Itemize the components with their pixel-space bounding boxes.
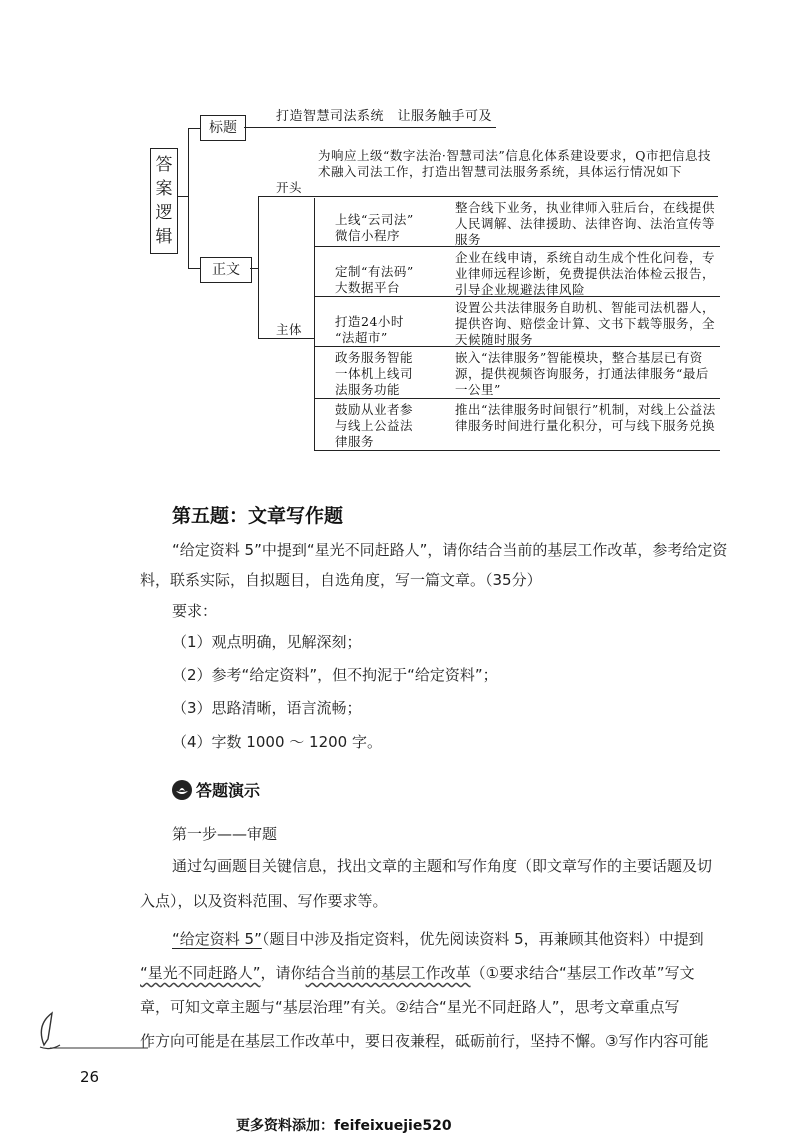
item-desc: 设置公共法律服务自助机、智能司法机器人，提供咨询、赔偿金计算、文书下载等服务，全天候随时服务 — [455, 300, 716, 347]
step-title: 第一步——审题 — [172, 825, 278, 843]
requirements-label: 要求： — [172, 602, 218, 620]
title-label-box: 标题 — [200, 115, 246, 141]
requirement-item: （2）参考“给定资料”，但不拘泥于“给定资料”； — [172, 666, 498, 684]
page-number: 26 — [80, 1068, 100, 1086]
root-label: 答 案 逻 辑 — [150, 148, 178, 254]
item-name: 鼓励从业者参 与线上公益法 律服务 — [335, 402, 414, 449]
item-desc: 嵌入“法律服务”智能模块，整合基层已有资源，提供视频咨询服务，打通法律服务“最后一公里” — [455, 350, 709, 397]
requirement-item: （1）观点明确，见解深刻； — [172, 633, 362, 651]
item-name: 政务服务智能 一体机上线司 法服务功能 — [335, 350, 414, 397]
item-name: 上线“云司法” 微信小程序 — [335, 212, 414, 243]
requirement-item: （3）思路清晰，语言流畅； — [172, 699, 362, 717]
demo-para-2-line-3: 章，可知文章主题与“基层治理”有关。②结合“星光不同赶路人”，思考文章重点写 — [140, 998, 680, 1016]
footer-note: 更多资料添加：feifeixuejie520 — [236, 1118, 452, 1134]
body-label-box: 正文 — [200, 257, 252, 283]
item-desc: 整合线下业务，执业律师入驻后台，在线提供人民调解、法律援助、法律咨询、法治宣传等服务 — [455, 200, 716, 247]
opening-label: 开头 — [276, 180, 303, 195]
demo-para-1-line-1: 通过勾画题目关键信息，找出文章的主题和写作角度（即文章写作的主要话题及切 — [172, 857, 713, 875]
section-title: 第五题：文章写作题 — [172, 505, 344, 527]
item-name: 定制“有法码” 大数据平台 — [335, 264, 414, 295]
requirement-item: （4）字数 1000 ～ 1200 字。 — [172, 733, 382, 751]
item-desc: 推出“法律服务时间银行”机制，对线上公益法律服务时间进行量化积分，可与线下服务兑换 — [455, 402, 716, 433]
item-desc: 企业在线申请，系统自动生成个性化问卷，专业律师远程诊断，免费提供法治体检云报告，引导企业规避法律风险 — [455, 250, 716, 297]
demo-para-2-line-4: 作方向可能是在基层工作改革中，要日夜兼程，砥砺前行，坚持不懈。③写作内容可能 — [140, 1032, 709, 1050]
title-text: 打造智慧司法系统 让服务触手可及 — [276, 109, 493, 124]
demo-para-2-line-2: “星光不同赶路人”，请你结合当前的基层工作改革（①要求结合“基层工作改革”写文 — [140, 964, 695, 982]
lotus-icon — [172, 780, 192, 800]
question-line-2: 料，联系实际，自拟题目，自选角度，写一篇文章。（35分） — [140, 571, 542, 589]
demo-para-1-line-2: 入点），以及资料范围、写作要求等。 — [140, 892, 388, 910]
item-name: 打造24小时 “法超市” — [335, 314, 404, 345]
demo-para-2-line-1: “给定资料 5”（题目中涉及指定资料，优先阅读资料 5，再兼顾其他资料）中提到 — [172, 930, 704, 948]
demo-heading: 答题演示 — [172, 778, 260, 801]
quill-pen-icon — [30, 1005, 150, 1057]
main-label: 主体 — [276, 322, 303, 337]
question-line-1: “给定资料 5”中提到“星光不同赶路人”，请你结合当前的基层工作改革，参考给定资 — [172, 541, 728, 559]
opening-text: 为响应上级“数字法治·智慧司法”信息化体系建设要求，Q市把信息技术融入司法工作，打造出智慧司法服务系统，具体运行情况如下 — [318, 148, 712, 179]
